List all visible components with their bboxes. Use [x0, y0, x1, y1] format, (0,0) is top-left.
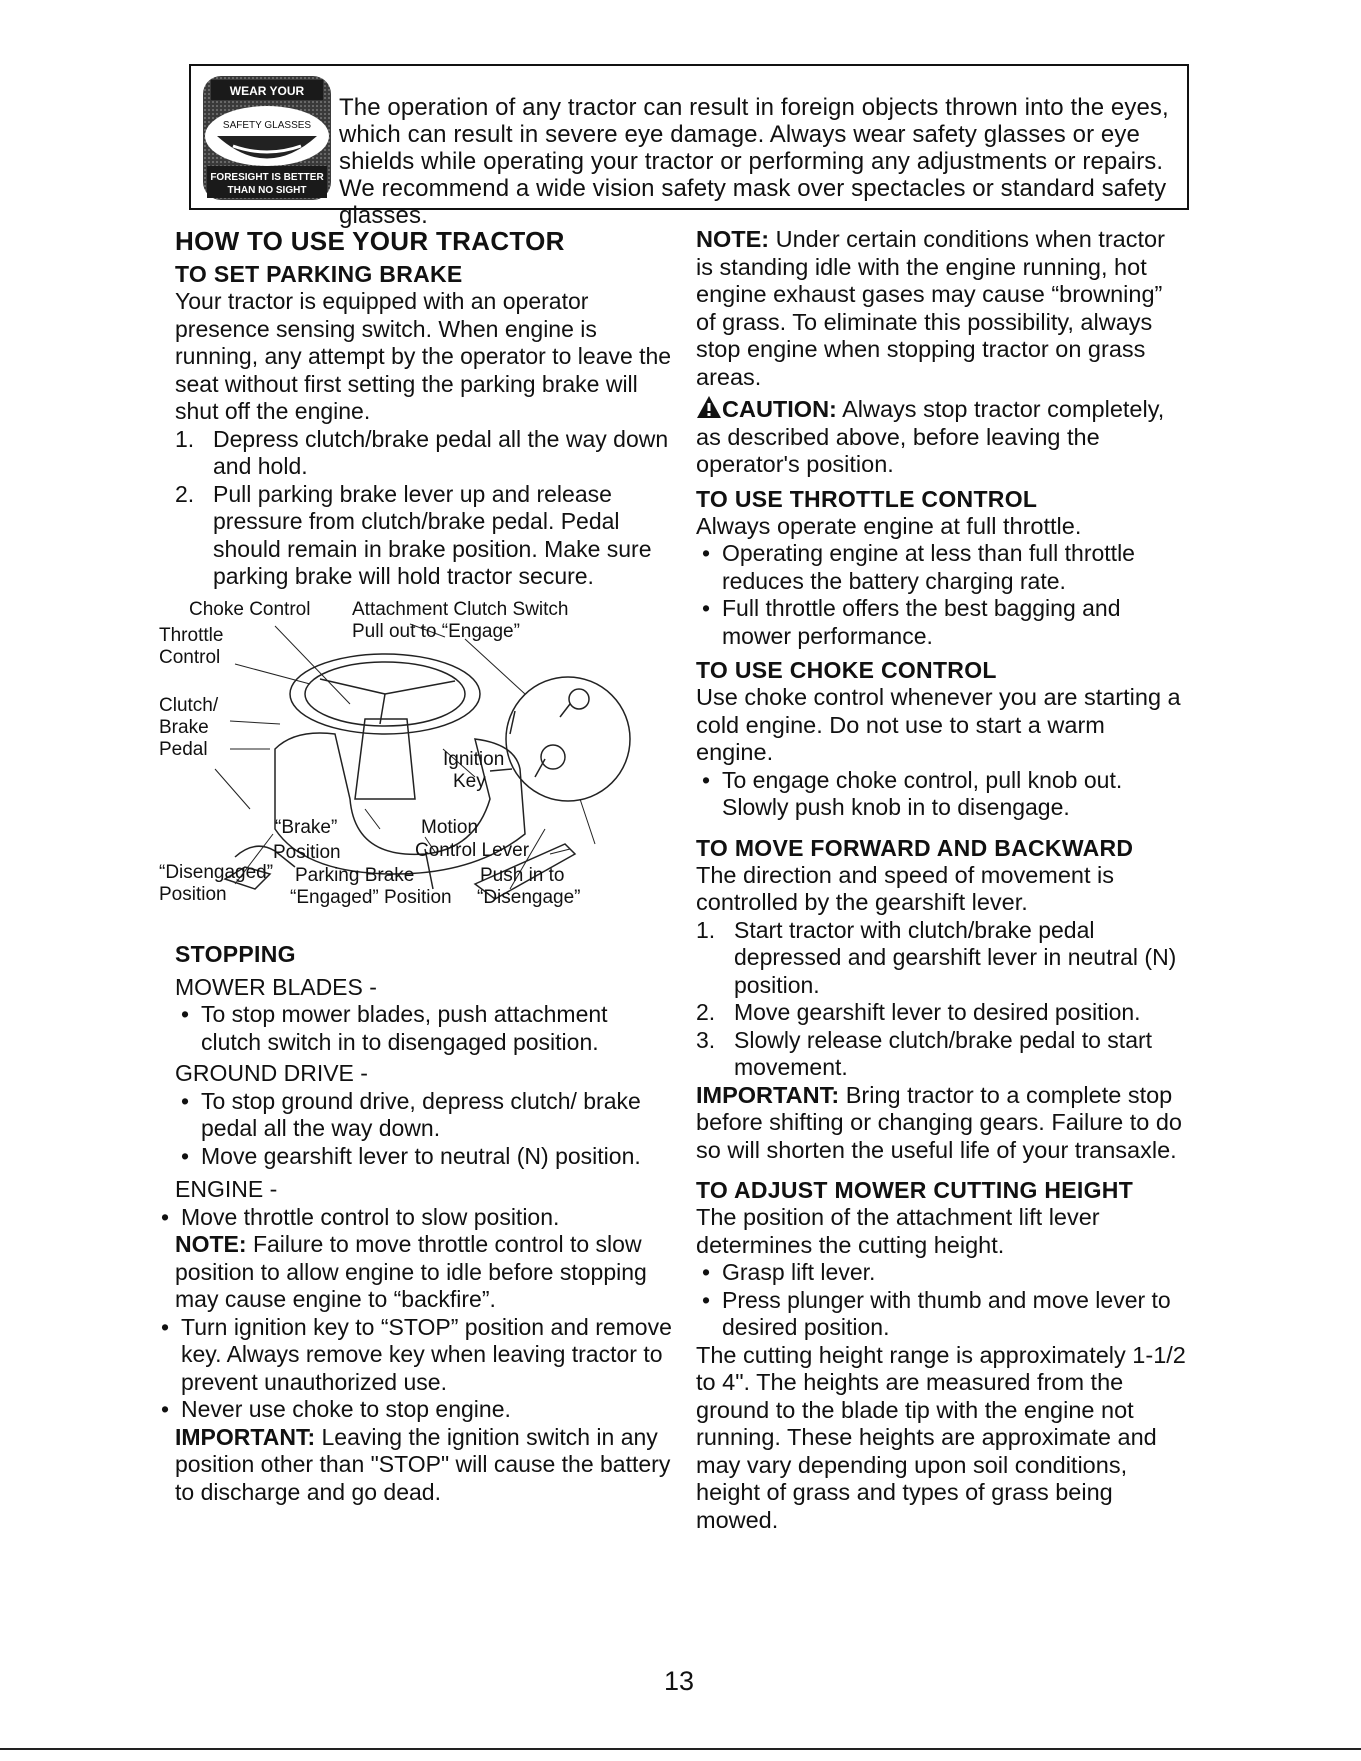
tractor-controls-illustration: [175, 599, 672, 974]
diagram-label-throttle: Throttle: [159, 624, 224, 646]
step-number: 3.: [696, 1026, 716, 1053]
step-text: Depress clutch/brake pedal all the way down and hold.: [213, 425, 669, 479]
diagram-label-attachment: Attachment Clutch Switch: [352, 598, 569, 620]
step-text: Slowly release clutch/brake pedal to start movement.: [734, 1026, 1153, 1080]
choke-heading: TO USE CHOKE CONTROL: [696, 657, 997, 683]
diagram-label-pedal: Pedal: [159, 738, 208, 760]
note-label: NOTE:: [696, 226, 770, 252]
list-item-text: Move gearshift lever to neutral (N) position.: [201, 1142, 641, 1169]
mower-blades-label: MOWER BLADES -: [175, 973, 377, 1000]
cutting-height-outro: The cutting height range is approximately 1-1/2 to 4". The heights are measured from the ground to the blade tip with the engine not running. These heights are approximate and may vary depending upon soil conditions, height of grass and types of grass being mowed.: [696, 1341, 1186, 1533]
cutting-height-heading: TO ADJUST MOWER CUTTING HEIGHT: [696, 1177, 1134, 1203]
step-number: 2.: [696, 999, 716, 1025]
caution-label: CAUTION:: [722, 396, 837, 422]
important-text: Bring tractor to a complete stop before shifting or changing gears. Failure to do so will shorten the useful life of your transaxle.: [696, 1081, 1182, 1163]
list-item: [696, 999, 1186, 1027]
list-item: [696, 917, 1186, 1000]
caution-note: [696, 395, 1186, 479]
list-item: • Grasp lift lever.: [702, 1259, 876, 1285]
step-text: Move gearshift lever to desired position.: [734, 999, 1141, 1025]
move-intro: The direction and speed of movement is controlled by the gearshift lever.: [696, 861, 1115, 915]
caution-text: Always stop tractor completely, as described above, before leaving the operator's position.: [696, 396, 1165, 477]
list-item-text: Turn ignition key to “STOP” position and remove key. Always remove key when leaving tractor to prevent unauthorized use.: [181, 1313, 672, 1395]
list-item: • Operating engine at less than full throttle reduces the battery charging rate.: [702, 540, 1135, 594]
browning-note: [696, 226, 1186, 391]
list-item: • Full throttle offers the best bagging and mower performance.: [702, 595, 1121, 649]
ground-drive-list: [175, 1088, 672, 1171]
step-text: Pull parking brake lever up and release pressure from clutch/brake pedal. Pedal should remain in brake position. Make sure parking brake will hold tractor secure.: [213, 480, 652, 589]
stopping-note: [175, 1231, 672, 1314]
engine-list-2: [155, 1314, 672, 1424]
right-column: [696, 226, 1186, 1534]
stopping-heading: STOPPING: [175, 940, 296, 967]
list-item: [175, 481, 672, 591]
list-item: • Press plunger with thumb and move lever to desired position.: [702, 1286, 1171, 1340]
list-item-text: To stop ground drive, depress clutch/ brake pedal all the way down.: [201, 1087, 641, 1141]
diagram-label-parking-brake: Parking Brake: [295, 864, 415, 886]
left-column: [159, 226, 672, 1506]
throttle-list: [696, 540, 1186, 650]
diagram-label-disengaged: “Disengaged”: [159, 861, 274, 883]
icon-text-line1: WEAR YOUR: [229, 84, 305, 98]
icon-text-line3: FORESIGHT IS BETTER: [210, 172, 324, 183]
cutting-height-list: [696, 1259, 1186, 1342]
list-item: • To stop mower blades, push attachment clutch switch in to disengaged position.: [181, 1001, 608, 1055]
move-important: [696, 1082, 1186, 1165]
diagram-label-ignition: Ignition: [443, 748, 505, 770]
diagram-label-position: Position: [273, 841, 341, 863]
step-text: Start tractor with clutch/brake pedal depressed and gearshift lever in neutral (N) position.: [734, 916, 1177, 998]
stopping-important: [175, 1424, 672, 1507]
step-number: 1.: [696, 916, 716, 943]
choke-list: [696, 767, 1186, 822]
note-text: Under certain conditions when tractor is standing idle with the engine running, hot engine exhaust gases may cause “browning” of grass. To eliminate this possibility, always stop engine when stopping tractor on grass areas.: [696, 226, 1165, 390]
list-item-text: Full throttle offers the best bagging and mower performance.: [722, 595, 1121, 649]
important-text: Leaving the ignition switch in any position other than "STOP" will cause the battery to discharge and go dead.: [175, 1423, 671, 1505]
list-item: • Move throttle control to slow position.: [161, 1203, 560, 1230]
note-label: NOTE:: [175, 1231, 247, 1257]
list-item: • Never use choke to stop engine.: [161, 1396, 511, 1422]
diagram-label-control: Control: [159, 646, 221, 668]
list-item-text: Move throttle control to slow position.: [181, 1203, 560, 1230]
diagram-label-pull-out: Pull out to “Engage”: [352, 620, 520, 642]
ground-drive-label: GROUND DRIVE -: [175, 1060, 368, 1086]
list-item-text: To stop mower blades, push attachment clutch switch in to disengaged position.: [201, 1001, 608, 1055]
list-item-text: To engage choke control, pull knob out. Slowly push knob in to disengage.: [722, 766, 1123, 820]
icon-text-line4: THAN NO SIGHT: [227, 185, 307, 196]
icon-text-line2: SAFETY GLASSES: [222, 120, 312, 131]
important-label: IMPORTANT:: [696, 1081, 840, 1108]
diagram-label-clutch: Clutch/: [159, 694, 219, 716]
important-label: IMPORTANT:: [175, 1423, 316, 1450]
bottom-divider: [0, 1748, 1361, 1750]
diagram-label-disengage: “Disengage”: [477, 886, 581, 908]
page-number: 13: [664, 1666, 695, 1696]
list-item-text: Press plunger with thumb and move lever to desired position.: [722, 1286, 1171, 1340]
diagram-label-brake: Brake: [159, 716, 209, 738]
diagram-label-engaged-position: “Engaged” Position: [290, 886, 452, 908]
diagram-label-choke: Choke Control: [189, 598, 311, 620]
diagram-label-key: Key: [453, 770, 486, 792]
choke-intro: Use choke control whenever you are starting a cold engine. Do not use to start a warm engine.: [696, 684, 1181, 765]
list-item: [175, 426, 672, 481]
safety-warning-box: [189, 64, 1189, 229]
engine-list-1: [155, 1204, 672, 1232]
diagram-label-brake-pos: “Brake”: [275, 816, 338, 838]
cutting-height-intro: The position of the attachment lift lever determines the cutting height.: [696, 1204, 1100, 1258]
diagram-label-disengaged-position: Position: [159, 883, 227, 905]
move-steps: [696, 917, 1186, 1082]
diagram-label-push-in: Push in to: [480, 864, 565, 886]
step-number: 2.: [175, 480, 195, 507]
list-item: • Move gearshift lever to neutral (N) position.: [181, 1142, 641, 1169]
step-number: 1.: [175, 425, 195, 452]
warning-text: The operation of any tractor can result in foreign objects thrown into the eyes, which can result in severe eye damage. Always wear safety glasses or eye shields while operating your tractor or performing any adjustments or repairs. We recommend a wide vision safety mask over spectacles or standard safety glasses.: [339, 94, 1169, 229]
list-item-text: Operating engine at less than full throttle reduces the battery charging rate.: [722, 540, 1135, 594]
list-item: • To engage choke control, pull knob out. Slowly push knob in to disengage.: [702, 766, 1123, 820]
list-item: • To stop ground drive, depress clutch/ brake pedal all the way down.: [181, 1087, 641, 1141]
tractor-controls-diagram: [159, 598, 672, 974]
parking-brake-intro: Your tractor is equipped with an operator presence sensing switch. When engine is running, any attempt by the operator to leave the seat without first setting the parking brake will shut off the engine.: [175, 288, 672, 424]
caution-warning-icon: [696, 395, 722, 419]
note-text: Failure to move throttle control to slow position to allow engine to idle before stopping may cause engine to “backfire”.: [175, 1231, 647, 1312]
move-heading: TO MOVE FORWARD AND BACKWARD: [696, 834, 1134, 861]
list-item-text: Never use choke to stop engine.: [181, 1396, 511, 1422]
diagram-label-motion: Motion: [421, 816, 479, 838]
list-item: • Turn ignition key to “STOP” position and remove key. Always remove key when leaving tractor to prevent unauthorized use.: [161, 1313, 672, 1395]
diagram-label-control-lever: Control Lever: [415, 839, 530, 861]
throttle-heading: TO USE THROTTLE CONTROL: [696, 485, 1038, 512]
throttle-intro: Always operate engine at full throttle.: [696, 512, 1082, 539]
engine-label: ENGINE -: [175, 1176, 278, 1202]
wear-safety-glasses-icon: [203, 76, 331, 200]
mower-blades-list: [175, 1001, 672, 1056]
section-title: HOW TO USE YOUR TRACTOR: [175, 226, 565, 256]
list-item: [696, 1027, 1186, 1082]
parking-brake-steps: [175, 426, 672, 591]
list-item-text: Grasp lift lever.: [722, 1259, 876, 1285]
parking-brake-heading: TO SET PARKING BRAKE: [175, 261, 463, 287]
